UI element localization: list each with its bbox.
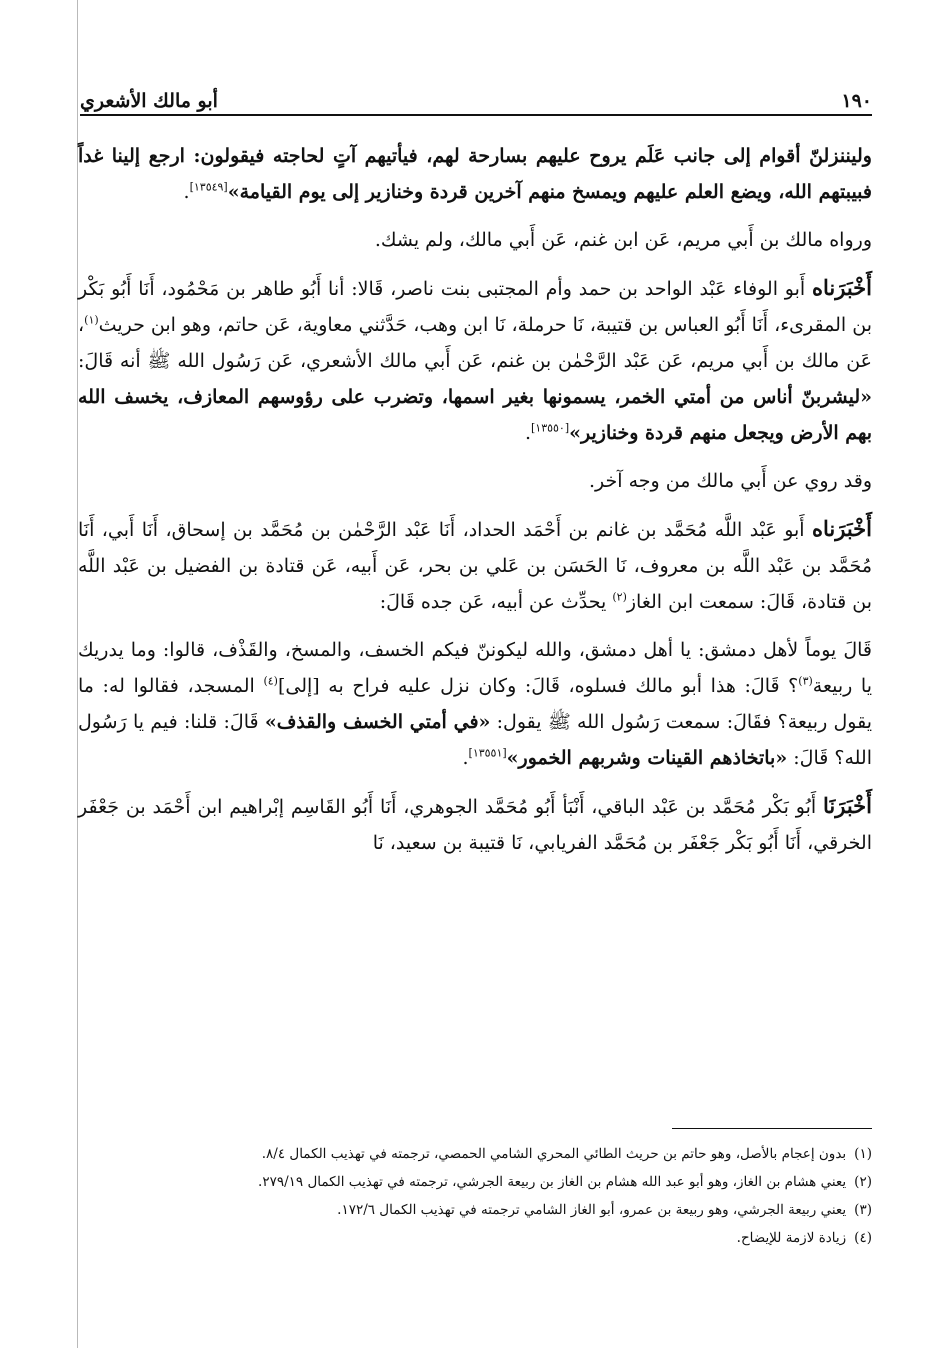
footnote-marker-1: (١) bbox=[84, 313, 99, 327]
reference-number: [١٣٥٥٠] bbox=[530, 421, 570, 435]
footnote-number: (٣) bbox=[854, 1202, 872, 1218]
header-rule bbox=[80, 114, 872, 116]
paragraph-2: ورواه مالك بن أَبي مريم، عَن ابن غنم، عَن أَبي مالك، ولم يشك. bbox=[374, 229, 872, 251]
footnote-number: (٢) bbox=[854, 1174, 872, 1190]
hadith-text: وليننزلنّ أقوام إلى جانب عَلَم يروح عليهم بسارحة لهم، فيأتيهم آتٍ لحاجته فيقولون: ارجع إلينا غداً فبيبتهم الله، ويضع العلم عليهم ويمسخ منهم آخرين قردة وخنازير إلى يوم القيامة» bbox=[78, 145, 872, 203]
footnote-item bbox=[78, 1196, 872, 1224]
reference-number: [١٣٥٥١] bbox=[468, 746, 507, 760]
paragraph-7: أَخْبَرَنَا أَبُو بَكْر مُحَمَّد بن عَبْد الباقي، أَنْبَأ أَبُو مُحَمَّد الجوهري، أَنَا أَبُو القَاسِم إبْراهيم ابن أَحْمَد بن جَعْفَر الخرقي، أَنَا أَبُو بَكْر جَعْفَر بن مُحَمَّد الفريابي، نَا قتيبة بن سعيد، نَا bbox=[78, 793, 872, 854]
akhbarana-word: أَخْبَرَناه bbox=[812, 275, 872, 300]
main-text bbox=[78, 138, 872, 873]
akhbarana-word: أَخْبَرَنَا bbox=[823, 793, 872, 818]
akhbarana-word: أَخْبَرَناه bbox=[812, 516, 872, 541]
paragraph-3: أَخْبَرَناه أَبو الوفاء عَبْد الواحد بن حمد وأم المجتبى بنت ناصر، قَالا: أنا أَبُو طاهر بن مَحْمُود، أَنَا أَبُو بَكْر بن المقرىء، أَنَا أَبُو العباس بن قتيبة، نَا حرملة، نَا ابن وهب، حَدَّثني معاوية، عَن حاتم، وهو ابن حريث$^{(١)}$، عَن مالك بن أَبي مريم، عَن عَبْد الرَّحْمٰن بن غنم، عَن أَبي مالك الأشعري، عَن رَسُول الله ﷺ أنه قَالَ: «ليشربنّ أناس من أمتي الخمر، يسمونها بغير اسمها، وتضرب على رؤوسهم المعازف، يخسف الله بهم الأرض ويجعل منهم قردة وخنازير»[١٣٥٥٠]. bbox=[78, 275, 872, 444]
footnote-text: بدون إعجام بالأصل، وهو حاتم بن حريث الطائي المحري الشامي الحمصي، ترجمته في تهذيب الكمال ٨/٤. bbox=[261, 1146, 847, 1162]
footnote-marker-4: (٤) bbox=[263, 674, 278, 688]
footnote-text: يعني هشام بن الغاز، وهو أبو عبد الله هشام بن الغاز بن ربيعة الجرشي، ترجمته في تهذيب الكمال ٢٧٩/١٩. bbox=[258, 1174, 847, 1190]
footnote-number: (٤) bbox=[854, 1230, 872, 1246]
footnote-text: زيادة لازمة للإيضاح. bbox=[736, 1230, 847, 1246]
running-title: أبو مالك الأشعري bbox=[80, 90, 218, 112]
footnote-text: يعني ربيعة الجرشي، وهو ربيعة بن عمرو، أبو الغاز الشامي ترجمته في تهذيب الكمال ١٧٢/٦. bbox=[337, 1202, 847, 1218]
hadith-text: «في أمتي الخسف والقذف» bbox=[264, 711, 491, 733]
hadith-text: «ليشربنّ أناس من أمتي الخمر، يسمونها بغير اسمها، وتضرب على رؤوسهم المعازف، يخسف الله بهم الأرض ويجعل منهم قردة وخنازير» bbox=[78, 386, 872, 444]
footnote-item bbox=[78, 1224, 872, 1252]
paragraph-6: قَالَ يوماً لأهل دمشق: يا أهل دمشق، والله ليكوننّ فيكم الخسف، والمسخ، والقَذْف، قالوا: وما يدريك يا ربيعة$^{(٣)}$؟ قَالَ: هذا أبو مالك فسلوه، قَالَ: وكان نزل عليه فراح به [إلى]$^{(٤)}$ المسجد، فقالوا له: ما يقول ربيعة؟ فقَالَ: سمعت رَسُول الله ﷺ يقول: «في أمتي الخسف والقذف» قَالَ: قلنا: فيم يا رَسُول الله؟ قَالَ: «باتخاذهم القينات وشربهم الخمور»[١٣٥٥١]. bbox=[78, 639, 873, 769]
paragraph-1: وليننزلنّ أقوام إلى جانب عَلَم يروح عليهم بسارحة لهم، فيأتيهم آتٍ لحاجته فيقولون: ارجع إلينا غداً فبيبتهم الله، ويضع العلم عليهم ويمسخ منهم آخرين قردة وخنازير إلى يوم القيامة»[١٣٥٤٩]. bbox=[78, 145, 872, 203]
reference-number: [١٣٥٤٩] bbox=[189, 180, 228, 194]
paragraph-5: أَخْبَرَناه أَبو عَبْد اللَّه مُحَمَّد بن غانم بن أَحْمَد الحداد، أَنَا عَبْد الرَّحْمٰن بن مُحَمَّد بن إسحاق، أَنَا أَبي، أَنَا مُحَمَّد بن عَبْد اللَّه بن معروف، نَا الحَسَن بن عَلي بن بحر، عَن أَبيه، عَن قتادة بن الفضيل بن عَبْد اللَّه بن قتادة، قَالَ: سمعت ابن الغاز$^{(٢)}$ يحدِّث عن أبيه، عَن جده قَالَ: bbox=[78, 516, 872, 613]
paragraph-4: وقد روي عن أَبي مالك من وجه آخر. bbox=[589, 470, 872, 492]
footnote-rule bbox=[672, 1128, 872, 1129]
page-header bbox=[80, 78, 872, 112]
page-number: ١٩٠ bbox=[841, 90, 872, 112]
footnote-marker-3: (٣) bbox=[798, 674, 813, 688]
hadith-text: «باتخاذهم القينات وشربهم الخمور» bbox=[506, 747, 788, 769]
footnote-number: (١) bbox=[854, 1146, 872, 1162]
footnote-marker-2: (٢) bbox=[612, 590, 627, 604]
footnote-item bbox=[78, 1140, 872, 1168]
footnote-item bbox=[78, 1168, 872, 1196]
footnotes bbox=[78, 1140, 872, 1252]
